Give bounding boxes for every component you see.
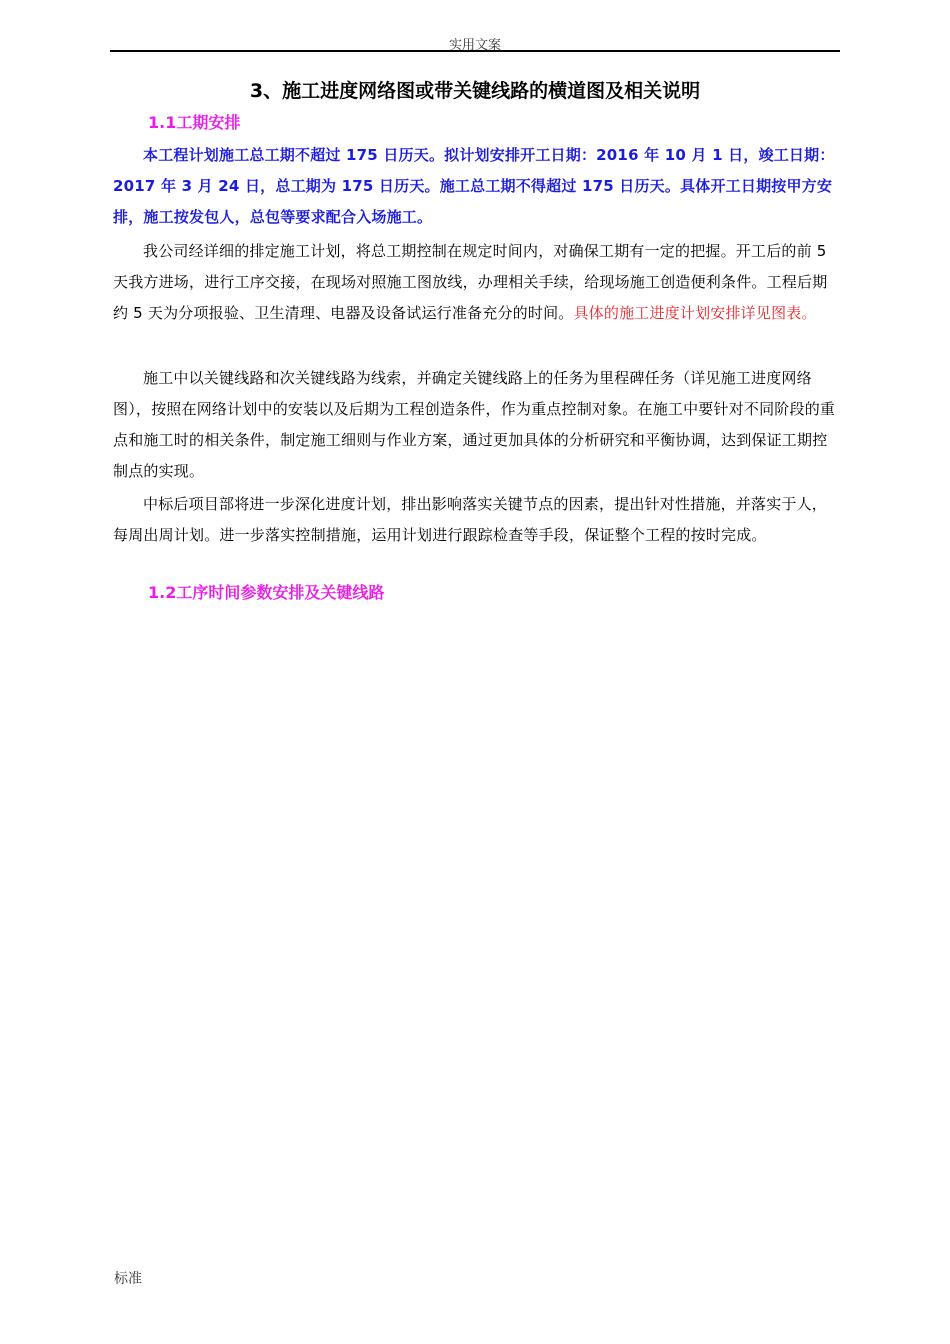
page-footer: 标准 [114, 1271, 142, 1287]
header-rule [110, 50, 840, 52]
paragraph-critical-path: 施工中以关键线路和次关键线路为线索，并确定关键线路上的任务为里程碑任务（详见施工进度网络图），按照在网络计划中的安装以及后期为工程创造条件，作为重点控制对象。在施工中要针对不同阶段的重点和施工时的相关条件，制定施工细则与作业方案，通过更加具体的分析研究和平衡协调，达到保证工期控制点的实现。 [113, 369, 836, 480]
document-title: 3、施工进度网络图或带关键线路的横道图及相关说明 [249, 80, 701, 102]
paragraph-planning-highlight: 具体的施工进度计划安排详见图表。 [573, 304, 817, 322]
page-header: 实用文案 [448, 38, 501, 53]
paragraph-planning-text: 我公司经详细的排定施工计划，将总工期控制在规定时间内，对确保工期有一定的把握。开工后的前 5 天我方进场，进行工序交接，在现场对照施工图放线，办理相关手续，给现场施工创造便利条件。工程后期约 5 天为分项报验、卫生清理、电器及设备试运行准备充分的时间。 [113, 242, 828, 322]
paragraph-schedule-summary: 本工程计划施工总工期不超过 175 日历天。拟计划安排开工日期：2016 年 10 月 1 日，竣工日期：2017 年 3 月 24 日，总工期为 175 日历天。施工总工期不得超过 175 日历天。具体开工日期按甲方安排，施工按发包人，总包等要求配合入场施工。 [113, 146, 835, 226]
section-heading-process-parameters: 1.2工序时间参数安排及关键线路 [148, 583, 385, 602]
paragraph-planning [113, 236, 840, 329]
paragraph-follow-up: 中标后项目部将进一步深化进度计划，排出影响落实关键节点的因素，提出针对性措施，并落实于人，每周出周计划。进一步落实控制措施，运用计划进行跟踪检查等手段，保证整个工程的按时完成。 [113, 495, 828, 544]
section-heading-schedule: 1.1工期安排 [148, 113, 241, 132]
